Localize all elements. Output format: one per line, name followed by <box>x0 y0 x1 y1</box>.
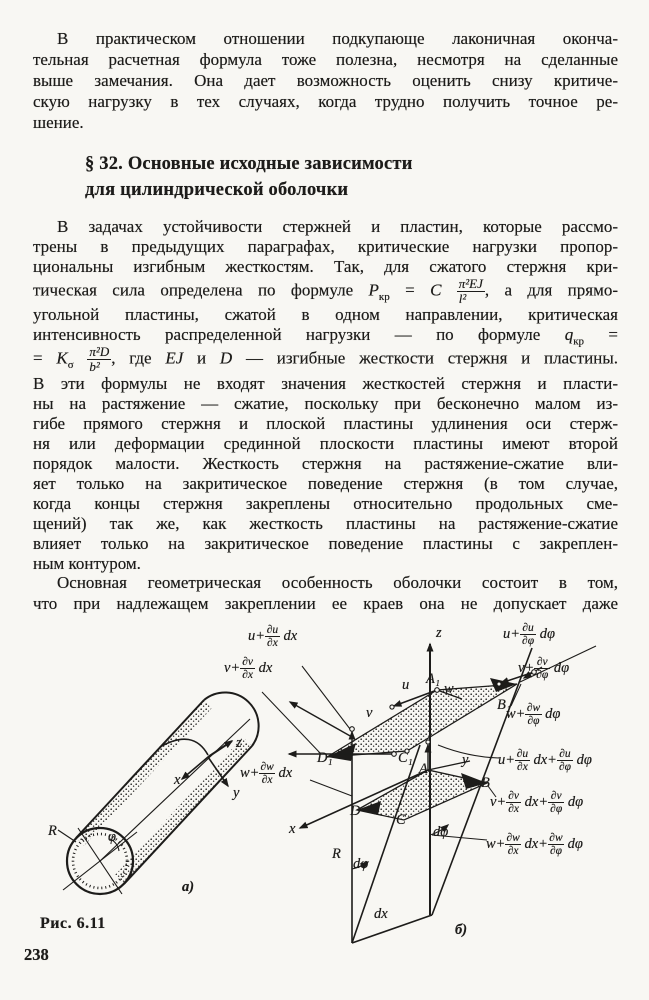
label-point-B1: B₁ <box>497 697 511 713</box>
text-line: выше замечания. Она дает возможность оценить снизу критиче- <box>33 71 618 90</box>
text-line: Основная геометрическая особенность оболочки состоит в том, <box>57 573 618 592</box>
dx-edge <box>352 915 432 943</box>
label-x-axis-cyl: x <box>174 772 181 788</box>
label-w-sum: w+ $\frac{\partial w}{\partial x}$ dx+ $\frac{\partial w}{\partial\varphi}$ dφ <box>486 832 583 858</box>
radius-leader <box>58 830 76 842</box>
label-point-D: D <box>350 803 361 819</box>
leader-w-dwdx <box>310 780 352 796</box>
text-line: ным контуром. <box>33 553 141 573</box>
text-line: В эти формулы не входят значения жесткостей стержня и пласти- <box>33 373 618 393</box>
figure-caption: Рис. 6.11 <box>40 915 106 932</box>
label-w-arrow: w <box>444 681 454 697</box>
label-u-dudx: u+ $\frac{\partial u}{\partial x}$ dx <box>248 624 298 650</box>
cylinder-upper-shading <box>76 700 212 846</box>
text-line: влияет только на закритическое поведение пластины с закреплен- <box>33 533 618 553</box>
text-line: когда концы стержня закреплены относительно продольных сме- <box>33 493 618 513</box>
label-y-axis-cyl: y <box>233 785 240 801</box>
label-point-C: C <box>396 812 406 828</box>
text-line: угольной пластины, сжатой в одном направлении, критическая <box>33 305 618 325</box>
leader-u-dudx <box>302 666 350 729</box>
page-number: 238 <box>24 945 49 964</box>
section-heading <box>85 151 585 203</box>
cylinder-lower-shading <box>115 737 252 884</box>
label-dx: dx <box>374 906 388 922</box>
label-point-A: A <box>419 761 428 777</box>
text-line: тическая сила определена по формуле $P_{кр} = C$ $\frac{\text{π²EJ}}{\text{l²}}$ , а для прямо- <box>33 276 618 306</box>
label-point-A1: A₁ <box>426 671 440 687</box>
label-view-b: б) <box>455 922 468 938</box>
text-line: что при надлежащем закреплении ее краев она не допускает даже <box>33 594 618 613</box>
label-v-arrow: v <box>366 705 373 721</box>
text-line: для цилиндрической оболочки <box>85 180 349 200</box>
label-x-axis: x <box>289 821 296 837</box>
text-line: щений) так же, как жесткость пластины на растяжение-сжатие <box>33 513 618 533</box>
leader-v-dvdx <box>262 692 321 754</box>
text-line: скую нагрузку в тех случаях, когда трудно получить точное ре- <box>33 92 618 111</box>
label-point-D1: D₁ <box>317 750 333 766</box>
label-v-dvdx: v+ $\frac{\partial v}{\partial x}$ dx <box>224 656 273 682</box>
cylinder-cap <box>204 692 259 746</box>
label-point-B: B <box>481 775 490 791</box>
text-line: В задачах устойчивости стержней и пластин, которые рассмо- <box>57 217 618 236</box>
figure-6-11 <box>0 618 649 1000</box>
label-R-element: R <box>332 846 341 862</box>
text-line: шение. <box>33 113 84 132</box>
text-line: ня или деформации срединной плоскости пластины имеют второй <box>33 433 618 453</box>
paragraph-shell-feature <box>33 572 618 614</box>
label-u-arrow: u <box>402 677 410 693</box>
text-line: интенсивность распределенной нагрузки — по формуле $q_{кр}$ = <box>33 325 618 348</box>
text-line: циональны изгибным жесткостям. Так, для сжатого стержня кри- <box>33 257 618 276</box>
paragraph-main <box>33 217 618 574</box>
label-dphi-lower: dφ <box>353 856 369 872</box>
text-line: = $K_\sigma$ $\frac{\text{π²D}}{\text{b²}}$ , где EJ и D — изгибные жесткости стержня и пластины. <box>33 344 619 374</box>
label-y-axis: y <box>462 752 469 768</box>
label-z-axis: z <box>436 625 442 641</box>
label-phi-angle: φ <box>108 829 117 845</box>
text-line: гибе прямого стержня и плоской пластины удлинения оси стерж- <box>33 413 618 433</box>
paragraph-intro <box>33 28 618 133</box>
label-view-a: а) <box>182 879 195 895</box>
text-line: порядок малости. Жесткость стержня на растяжение-сжатие вли- <box>33 453 618 473</box>
text-line: трены в предыдущих параграфах, критические нагрузки пропор- <box>33 237 618 256</box>
label-v-dvphi: v+ $\frac{\partial v}{\partial\varphi}$ dφ <box>518 656 570 682</box>
label-u-sum: u+ $\frac{\partial u}{\partial x}$ dx+ $\frac{\partial u}{\partial\varphi}$ dφ <box>498 748 592 774</box>
label-dphi-upper: dφ <box>433 824 449 840</box>
text-line: В практическом отношении подкупающе лаконичная оконча- <box>57 29 618 48</box>
text-line: § 32. Основные исходные зависимости <box>85 154 413 174</box>
text-line: ны на растяжение — сжатие, поскольку при бесконечно малом из- <box>33 393 618 413</box>
leader-u-sum <box>438 745 499 758</box>
cylinder-drawing <box>58 692 259 894</box>
label-point-C1: C₁ <box>398 750 413 766</box>
text-line: тельная расчетная формула тоже полезна, несмотря на сделанные <box>33 50 618 69</box>
label-w-dwdx: w+ $\frac{\partial w}{\partial x}$ dx <box>240 761 293 787</box>
label-u-duphi: u+ $\frac{\partial u}{\partial\varphi}$ dφ <box>503 622 555 648</box>
text-line: яет только на закритическое поведение стержня (в том случае, <box>33 473 618 493</box>
label-v-sum: v+ $\frac{\partial v}{\partial x}$ dx+ $\frac{\partial v}{\partial\varphi}$ dφ <box>490 790 584 816</box>
label-w-dwphi: w+ $\frac{\partial w}{\partial\varphi}$ dφ <box>506 702 561 728</box>
label-R-cylinder: R <box>48 823 57 839</box>
x-axis-arrow-cyl <box>182 757 208 779</box>
label-z-axis-cyl: z <box>236 735 242 751</box>
